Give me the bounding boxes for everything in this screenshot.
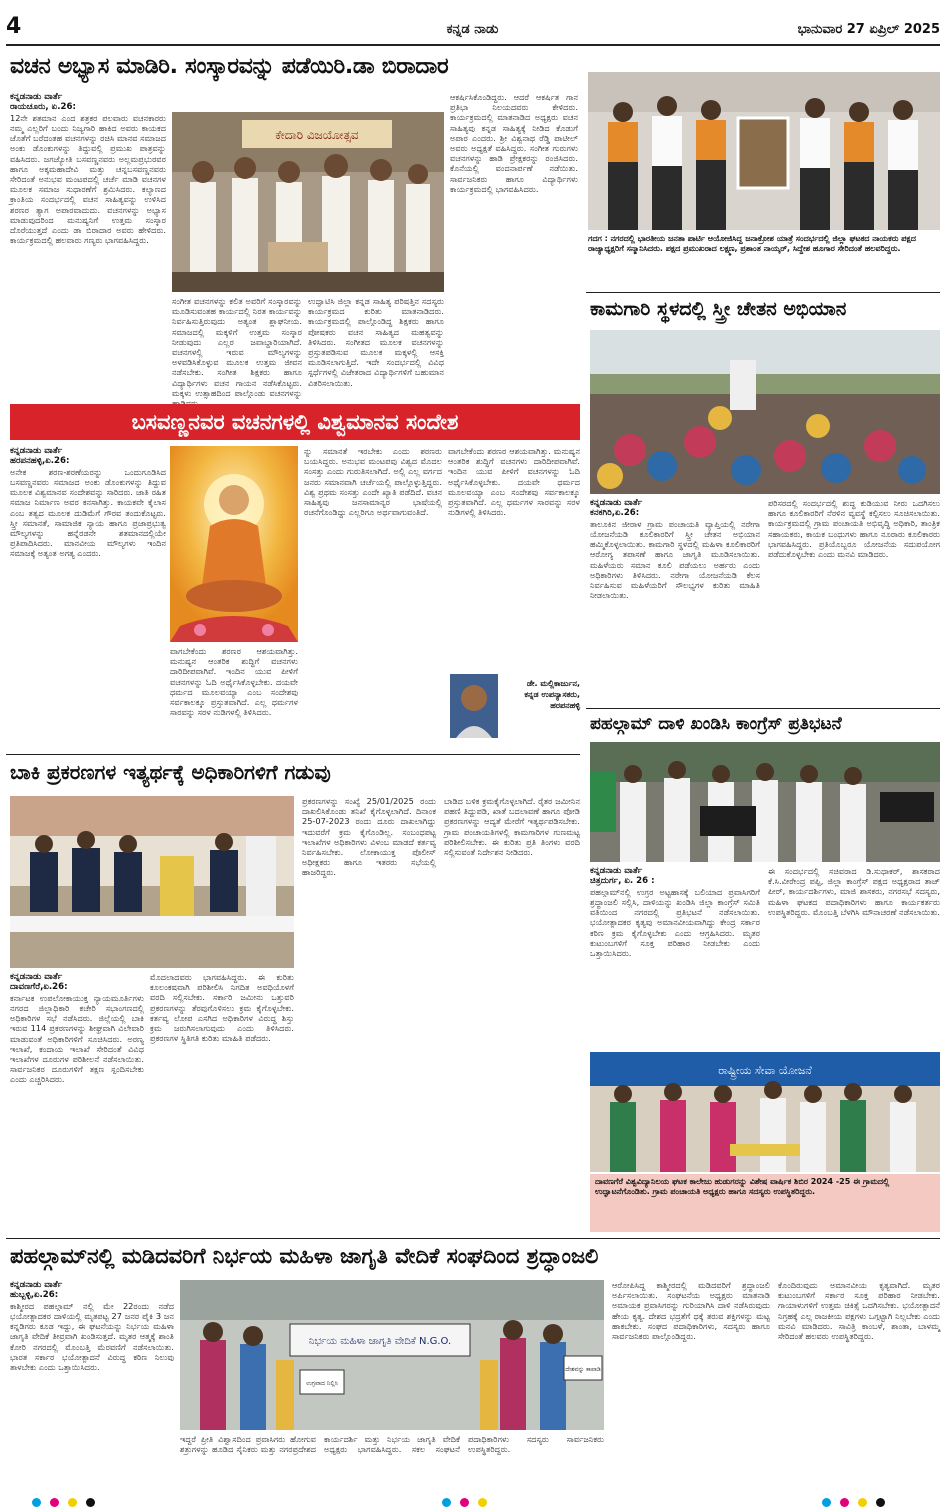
magenta-dot xyxy=(50,1498,59,1507)
article8-photo-image xyxy=(180,1280,604,1430)
article1-col1 xyxy=(10,92,166,397)
article3-rule xyxy=(586,292,940,293)
article5-col1 xyxy=(590,866,760,1046)
article4-byline: ಕನ್ನಡನಾಡು ವಾರ್ತೆ xyxy=(10,446,63,456)
article5-photo-image xyxy=(590,742,940,862)
article8-caption: ಇದ್ದರೆ ಪ್ರೀತಿ ವಿಶ್ವಾಸದಿಂದ ಪ್ರವಾಸಿಗರು ಹೋಗುವ ಶತ್ರುಗಳನ್ನು ಹೂಡಿದ ಸೈನಿಕರು ಮತ್ತು ನಗರಪ್ರದೇಶದ ಕಾರ್ಯದರ್ಶಿ ಮತ್ತು ನಿರ್ಭಯ ಜಾಗೃತಿ ವೇದಿಕೆ ಅಧ್ಯಕ್ಷರು ಭಾಗವಹಿಸಿದ್ದರು. ಸಕಲ ಸಂಘಟನೆ ಪದಾಧಿಕಾರಿಗಳು ಸದಸ್ಯರು ಸಾರ್ವಜನಿಕರು ಉಪಸ್ಥಿತರಿದ್ದರು. xyxy=(180,1434,604,1455)
article6-photo-image xyxy=(590,1052,940,1172)
article4-photo xyxy=(170,446,298,642)
article8-byline: ಕನ್ನಡನಾಡು ವಾರ್ತೆ xyxy=(10,1280,63,1290)
article3-text-2: ಪರಿಸರದಲ್ಲಿ ಸಂದರ್ಭದಲ್ಲಿ ಶುದ್ಧ ಕುಡಿಯುವ ನೀರು ಒದಗಿಸಲು ಹಾಗೂ ಕೂಲಿಕಾರರಿಗೆ ನೆರಳಿನ ವ್ಯವಸ್ಥೆ ಕಲ್ಪಿಸಲು ಸೂಚಿಸಲಾಯಿತು. ಕಾರ್ಯಕ್ರಮದಲ್ಲಿ ಗ್ರಾಮ ಪಂಚಾಯತಿ ಅಭಿವೃದ್ಧಿ ಅಧಿಕಾರಿ, ತಾಂತ್ರಿಕ ಸಹಾಯಕರು, ಕಾಯಕ ಬಂಧುಗಳು ಹಾಗೂ ನೂರಾರು ಕೂಲಿಕಾರರು ಭಾಗವಹಿಸಿದ್ದರು. ಪ್ರತಿಯೊಬ್ಬರೂ ಯೋಜನೆಯ ಸದುಪಯೋಗ ಪಡೆದುಕೊಳ್ಳಬೇಕು ಎಂದು ಮನವಿ ಮಾಡಿದರು. xyxy=(768,498,940,560)
article5-dateline: ಚಿತ್ರದುರ್ಗ, ಏ. 26 : xyxy=(590,876,655,887)
black-dot xyxy=(86,1498,95,1507)
author-portrait xyxy=(450,674,498,738)
article7-photo-image xyxy=(10,796,294,968)
magenta-dot xyxy=(460,1498,469,1507)
article7-col1 xyxy=(10,972,144,1234)
cyan-dot xyxy=(32,1498,41,1507)
yellow-dot xyxy=(478,1498,487,1507)
article5-headline: ಪಹಲ್ಗಾಮ್ ದಾಳಿ ಖಂಡಿಸಿ ಕಾಂಗ್ರೆಸ್ ಪ್ರತಿಭಟನೆ xyxy=(590,714,842,734)
article4-headline: ಬಸವಣ್ಣನವರ ವಚನಗಳಲ್ಲಿ ವಿಶ್ವಮಾನವ ಸಂದೇಶ xyxy=(10,404,580,440)
article7-text-4: ಬಾಡಿದ ಬಳಿಕ ಕ್ರಮಕೈಗೊಳ್ಳಲಾಗಿದೆ. ರೈತರ ಜಮೀನಿನ ಪಹಣಿ ತಿದ್ದುಪಡಿ, ಖಾತೆ ಬದಲಾವಣೆ ಹಾಗೂ ಪೋಡಿ ಪ್ರಕರಣಗಳನ್ನು ಆದ್ಯತೆ ಮೇರೆಗೆ ಇತ್ಯರ್ಥಪಡಿಸಬೇಕು. ಗ್ರಾಮ ಪಂಚಾಯತಿಗಳಲ್ಲಿ ಕಾಮಗಾರಿಗಳ ಗುಣಮಟ್ಟ ಪರಿಶೀಲಿಸಬೇಕು. ಈ ಕುರಿತು ಪ್ರತಿ ತಿಂಗಳು ವರದಿ ಸಲ್ಲಿಸುವಂತೆ ನಿರ್ದೇಶನ ನೀಡಿದರು. xyxy=(444,796,580,858)
article3-photo-image xyxy=(590,330,940,494)
placard1-text: ದೇಶವನ್ನು ಕಾಪಾಡಿ xyxy=(565,1366,601,1373)
cyan-dot xyxy=(822,1498,831,1507)
article2-photo-image xyxy=(588,72,940,230)
article3-photo xyxy=(590,330,940,494)
placard2-text: ಉಗ್ರವಾದ ನಿಲ್ಲಿಸಿ xyxy=(306,1380,338,1387)
article1-photo xyxy=(172,112,444,292)
article8-headline: ಪಹಲ್ಗಾಮ್‌ನಲ್ಲಿ ಮಡಿದವರಿಗೆ ನಿರ್ಭಯ ಮಹಿಳಾ ಜಾಗೃತಿ ವೇದಿಕೆ ಸಂಘದಿಂದ ಶ್ರದ್ಧಾಂಜಲಿ xyxy=(10,1244,599,1268)
article5-photo xyxy=(590,742,940,862)
article7-text-1: ಕರ್ನಾಟಕ ಉಪಲೋಕಾಯುಕ್ತ ನ್ಯಾಯಮೂರ್ತಿಗಳು ನಗರದ ಜಿಲ್ಲಾಧಿಕಾರಿ ಕಚೇರಿ ಸಭಾಂಗಣದಲ್ಲಿ ಅಧಿಕಾರಿಗಳ ಸಭೆ ನಡೆಸಿದರು. ಜಿಲ್ಲೆಯಲ್ಲಿ ಬಾಕಿ ಇರುವ 114 ಪ್ರಕರಣಗಳನ್ನು ಶೀಘ್ರವಾಗಿ ವಿಲೇವಾರಿ ಮಾಡುವಂತೆ ಅಧಿಕಾರಿಗಳಿಗೆ ಸೂಚಿಸಿದರು. ಅರಣ್ಯ ಇಲಾಖೆ, ಕಂದಾಯ ಇಲಾಖೆ ಸೇರಿದಂತೆ ವಿವಿಧ ಇಲಾಖೆಗಳ ದೂರುಗಳ ಪರಿಶೀಲನೆ ನಡೆಸಲಾಯಿತು. ಸಾರ್ವಜನಿಕರ ದೂರುಗಳಿಗೆ ತಕ್ಷಣ ಸ್ಪಂದಿಸಬೇಕು ಎಂದು ಎಚ್ಚರಿಸಿದರು. xyxy=(10,992,144,1085)
article8-text-2: ಆರೋಪಿಸಿದ್ದ ಕಾಶ್ಮೀರದಲ್ಲಿ ಮಡಿದವರಿಗೆ ಶ್ರದ್ಧಾಂಜಲಿ ಅರ್ಪಿಸಲಾಯಿತು. ಸಂಘಟನೆಯ ಅಧ್ಯಕ್ಷರು ಮಾತನಾಡಿ ಅಮಾಯಕ ಪ್ರವಾಸಿಗರನ್ನು ಗುರಿಯಾಗಿಸಿ ದಾಳಿ ನಡೆಸಿರುವುದು ಹೇಯ ಕೃತ್ಯ. ದೇಶದ ಭದ್ರತೆಗೆ ಧಕ್ಕೆ ತರುವ ಶಕ್ತಿಗಳನ್ನು ಮಟ್ಟ ಹಾಕಬೇಕು. ಸಂಘದ ಪದಾಧಿಕಾರಿಗಳು, ಸದಸ್ಯರು ಹಾಗೂ ಸಾರ್ವಜನಿಕರು ಪಾಲ್ಗೊಂಡಿದ್ದರು. xyxy=(612,1280,770,1342)
article7-text-3: ಪ್ರಕರಣಗಳನ್ನು ಸಂಖ್ಯೆ 25/01/2025 ರಂದು ದಾಖಲಿಸಿಕೊಂಡು ತನಿಖೆ ಕೈಗೊಳ್ಳಲಾಗಿದೆ. ದಿನಾಂಕ 25-07-2023 ರಂದು ದೂರು ದಾಖಲಾಗಿದ್ದು ಇದುವರೆಗೆ ಕ್ರಮ ಕೈಗೊಂಡಿಲ್ಲ. ಸಂಬಂಧಪಟ್ಟ ಇಲಾಖೆಗಳ ಅಧಿಕಾರಿಗಳು ವಿಳಂಬ ಮಾಡದೆ ಕರ್ತವ್ಯ ನಿರ್ವಹಿಸಬೇಕು. ಲೋಕಾಯುಕ್ತ ಪೊಲೀಸ್ ಅಧೀಕ್ಷಕರು ಹಾಗೂ ಇತರರು ಸಭೆಯಲ್ಲಿ ಹಾಜರಿದ್ದರು. xyxy=(302,796,436,878)
article4-dateline: ಹರಪನಹಳ್ಳಿ,ಏ.26: xyxy=(10,456,70,467)
article3-dateline: ಕನಕಗಿರಿ,ಏ.26: xyxy=(590,508,640,519)
author-credit xyxy=(502,678,580,711)
cyan-dot xyxy=(442,1498,451,1507)
article8-rule xyxy=(6,1238,940,1239)
article5-byline: ಕನ್ನಡನಾಡು ವಾರ್ತೆ xyxy=(590,866,643,876)
article2-caption: ಗದಗ : ನಗರದಲ್ಲಿ ಭಾರತೀಯ ಜನತಾ ಪಾರ್ಟಿ ಆಯೋಜಿಸಿದ್ದ ಜನಾಕ್ರೋಶ ಯಾತ್ರೆ ಸಂದರ್ಭದಲ್ಲಿ ಜಿಲ್ಲಾ ಘಟಕದ ನಾಯಕರು ಪಕ್ಷದ ರಾಜ್ಯಾಧ್ಯಕ್ಷರಿಗೆ ಸನ್ಮಾನಿಸಿದರು. ಪಕ್ಷದ ಪ್ರಮುಖರಾದ ಲಕ್ಷ್ಮಣ, ಪ್ರಶಾಂತ ನಾಯ್ಕರ್, ಸಿದ್ದೇಶ ಹೂಗಾರ ಸೇರಿದಂತೆ ಹಲವರಿದ್ದರು. xyxy=(588,234,916,253)
article6-caption: ದಾವಣಗೆರೆ ವಿಶ್ವವಿದ್ಯಾನಿಲಯ ಘಟಕ ಕಾಲೇಜು ಹುಡುಗರನ್ನು ವಿಶೇಷ ವಾರ್ಷಿಕ ಶಿಬಿರ 2024 -25 ಈ ಗ್ರಾಮದಲ್ಲಿ ಉದ್ಘಾಟನೆಗೊಂಡಿತು. ಗ್ರಾಮ ಪಂಚಾಯತಿ ಅಧ್ಯಕ್ಷರು ಹಾಗೂ ಸದಸ್ಯರು ಉಪಸ್ಥಿತರಿದ್ದರು. xyxy=(590,1174,940,1232)
article3-col1 xyxy=(590,498,760,693)
article1-text-3: ಉದ್ಘಾಟಿಸಿ ಜಿಲ್ಲಾ ಕನ್ನಡ ಸಾಹಿತ್ಯ ಪರಿಷತ್ತಿನ ಸದಸ್ಯರು ಕಾರ್ಯಕ್ರಮದ ಕುರಿತು ಮಾತನಾಡಿದರು. ಕಾರ್ಯಕ್ರಮದಲ್ಲಿ ಪಾಲ್ಗೊಂಡಿದ್ದ ಶಿಕ್ಷಕರು ಹಾಗೂ ಪೋಷಕರು ವಚನ ಸಾಹಿತ್ಯದ ಮಹತ್ವವನ್ನು ತಿಳಿಸಿದರು. ಸಂಗೀತದ ಮೂಲಕ ವಚನಗಳನ್ನು ಪ್ರಸ್ತುತಪಡಿಸುವ ಮೂಲಕ ಮಕ್ಕಳಲ್ಲಿ ಆಸಕ್ತಿ ಮೂಡಿಸಲಾಗುತ್ತಿದೆ. ಇದೇ ಸಂದರ್ಭದಲ್ಲಿ ವಿವಿಧ ಸ್ಪರ್ಧೆಗಳಲ್ಲಿ ವಿಜೇತರಾದ ವಿದ್ಯಾರ್ಥಿಗಳಿಗೆ ಬಹುಮಾನ ವಿತರಿಸಲಾಯಿತು. xyxy=(308,296,444,388)
registration-marks-right xyxy=(820,1492,940,1504)
article4-text-1: ಅನೇಕ ಶರಣ-ಶರಣೆಯರನ್ನು ಒಂದುಗೂಡಿಸಿದ ಬಸವಣ್ಣನವರು ಸಮಾಜದ ಅಂಕು ಡೊಂಕುಗಳನ್ನು ತಿದ್ದುವ ಮೂಲಕ ವಿಶ್ವಮಾನವ ಸಂದೇಶವನ್ನು ಸಾರಿದರು. ಜಾತಿ ರಹಿತ ಸಮಾಜ ನಿರ್ಮಾಣ ಅವರ ಕನಸಾಗಿತ್ತು. ಕಾಯಕವೇ ಕೈಲಾಸ ಎಂಬ ತತ್ವದ ಮೂಲಕ ದುಡಿಮೆಗೆ ಗೌರವ ತಂದುಕೊಟ್ಟರು. ಸ್ತ್ರೀ ಸಮಾನತೆ, ಸಾಮಾಜಿಕ ನ್ಯಾಯ ಹಾಗೂ ಪ್ರಜಾಪ್ರಭುತ್ವ ಮೌಲ್ಯಗಳನ್ನು ಹನ್ನೆರಡನೇ ಶತಮಾನದಲ್ಲಿಯೇ ಪ್ರತಿಪಾದಿಸಿದರು. ಮಾನವೀಯ ಮೌಲ್ಯಗಳು ಇಂದಿನ ಸಮಾಜಕ್ಕೆ ಅತ್ಯಂತ ಅಗತ್ಯ ಎಂದರು. xyxy=(10,466,166,559)
article1-byline: ಕನ್ನಡನಾಡು ವಾರ್ತೆ xyxy=(10,92,63,102)
author-photo xyxy=(450,674,498,738)
yellow-dot xyxy=(858,1498,867,1507)
article7-dateline: ದಾವಣಗೆರೆ,ಏ.26: xyxy=(10,982,68,993)
article3-text-1: ತಾಲೂಕಿನ ಜೀರಾಳ ಗ್ರಾಮ ಪಂಚಾಯತಿ ವ್ಯಾಪ್ತಿಯಲ್ಲಿ ನರೇಗಾ ಯೋಜನೆಯಡಿ ಕೂಲಿಕಾರರಿಗೆ ಸ್ತ್ರೀ ಚೇತನ ಅಭಿಯಾನ ಹಮ್ಮಿಕೊಳ್ಳಲಾಯಿತು. ಕಾಮಗಾರಿ ಸ್ಥಳದಲ್ಲಿ ಮಹಿಳಾ ಕೂಲಿಕಾರರಿಗೆ ಆರೋಗ್ಯ ತಪಾಸಣೆ ಹಾಗೂ ಜಾಗೃತಿ ಮೂಡಿಸಲಾಯಿತು. ಮಹಿಳೆಯರು ಸಮಾನ ಕೂಲಿ ಪಡೆಯಲು ಅರ್ಹರು ಎಂದು ಅಧಿಕಾರಿಗಳು ತಿಳಿಸಿದರು. ನರೇಗಾ ಯೋಜನೆಯಡಿ ಕೆಲಸ ನಿರ್ವಹಿಸುವ ಮಹಿಳೆಯರಿಗೆ ಸೌಲಭ್ಯಗಳ ಕುರಿತು ಮಾಹಿತಿ ನೀಡಲಾಯಿತು. xyxy=(590,518,760,601)
article3-headline: ಕಾಮಗಾರಿ ಸ್ಥಳದಲ್ಲಿ ಸ್ತ್ರೀ ಚೇತನ ಅಭಿಯಾನ xyxy=(590,298,847,320)
article1-dateline: ರಾಯಚೂರು, ಏ.26: xyxy=(10,102,76,113)
author-role: ಕನ್ನಡ ಉಪನ್ಯಾಸಕರು, xyxy=(524,690,580,699)
registration-marks-center xyxy=(440,1492,500,1504)
page-number: 4 xyxy=(6,14,22,39)
article4-text-3: ವಾಗಬೇಕೆಂದು ಶರಣರ ಆಶಯವಾಗಿತ್ತು. ಮನುಷ್ಯನ ಆಂತರಿಕ ಶುದ್ಧಿಗೆ ವಚನಗಳು ದಾರಿದೀಪವಾಗಿವೆ. ಇಂದಿನ ಯುವ ಪೀಳಿಗೆ ವಚನಗಳನ್ನು ಓದಿ ಅರ್ಥೈಸಿಕೊಳ್ಳಬೇಕು. ದಯವೇ ಧರ್ಮದ ಮೂಲವಯ್ಯಾ ಎಂಬ ಸಂದೇಶವು ಸರ್ವಕಾಲಕ್ಕೂ ಪ್ರಸ್ತುತವಾಗಿದೆ. ಎಲ್ಲ ಧರ್ಮಗಳ ಸಾರವನ್ನು ಸರಳ ನುಡಿಗಳಲ್ಲಿ ತಿಳಿಸಿದರು. xyxy=(448,446,580,518)
article7-rule xyxy=(6,754,580,755)
article1-headline: ವಚನ ಅಭ್ಯಾಸ ಮಾಡಿರಿ. ಸಂಸ್ಕಾರವನ್ನು ಪಡೆಯಿರಿ.ಡಾ ಬಿರಾದಾರ xyxy=(10,54,449,79)
article1-text-2: ಸಂಗೀತ ವಚನಗಳನ್ನು ಕಲಿತ ಅವರಿಗೆ ಸಂಸ್ಕಾರವನ್ನು ಮೂಡಿಸುವಂತಹ ಕಾರ್ಯದಲ್ಲಿ ನಿರತ ಕಾರ್ಯವನ್ನು ನಿರ್ವಹಿಸುತ್ತಿರುವುದು ಅತ್ಯಂತ ಶ್ಲಾಘನೀಯ. ಸಮಾಜದಲ್ಲಿ ಮಕ್ಕಳಿಗೆ ಉತ್ತಮ ಸಂಸ್ಕಾರ ನೀಡುವುದು ಎಲ್ಲರ ಜವಾಬ್ದಾರಿಯಾಗಿದೆ. ವಚನಗಳಲ್ಲಿ ಇರುವ ಮೌಲ್ಯಗಳನ್ನು ಅಳವಡಿಸಿಕೊಳ್ಳುವ ಮೂಲಕ ಉತ್ತಮ ಜೀವನ ನಡೆಸಬೇಕು. ಸಂಗೀತ ಶಿಕ್ಷಕರು ಹಾಗೂ ವಿದ್ಯಾರ್ಥಿಗಳು ವಚನ ಗಾಯನ ನಡೆಸಿಕೊಟ್ಟರು. ಮಕ್ಕಳು ಉತ್ಸಾಹದಿಂದ ಪಾಲ್ಗೊಂಡು ವಚನಗಳನ್ನು xyxy=(172,296,302,398)
basavanna-image xyxy=(170,446,298,642)
article8-col1 xyxy=(10,1280,174,1486)
masthead: ಕನ್ನಡ ನಾಡು xyxy=(446,22,499,37)
issue-date: ಭಾನುವಾರ 27 ಏಪ್ರಿಲ್ 2025 xyxy=(797,22,940,37)
article8-text-3: ಕೊಂದಿರುವುದು ಅಮಾನವೀಯ ಕೃತ್ಯವಾಗಿದೆ. ಮೃತರ ಕುಟುಂಬಗಳಿಗೆ ಸರ್ಕಾರ ಸೂಕ್ತ ಪರಿಹಾರ ನೀಡಬೇಕು. ಗಾಯಾಳುಗಳಿಗೆ ಉತ್ತಮ ಚಿಕಿತ್ಸೆ ಒದಗಿಸಬೇಕು. ಭಯೋತ್ಪಾದನೆ ನಿಗ್ರಹಕ್ಕೆ ಎಲ್ಲ ರಾಜಕೀಯ ಪಕ್ಷಗಳು ಒಗ್ಗಟ್ಟಾಗಿ ನಿಲ್ಲಬೇಕು ಎಂದು ಮನವಿ ಮಾಡಿದರು. ಸಾವಿತ್ರಿ ಕಾಂಬಳೆ, ಶಾಂತಾ, ಬಾಳಮ್ಮ ಸೇರಿದಂತೆ ಹಲವರು ಉಪಸ್ಥಿತರಿದ್ದರು. xyxy=(778,1280,940,1342)
photo-banner-text: ಕೇದಾರಿ ವಿಜಯೋತ್ಸವ xyxy=(275,128,359,142)
registration-marks-left xyxy=(30,1492,150,1504)
article8-text-1: ಕಾಶ್ಮೀರದ ಪಹಲ್ಗಾಮ್ ನಲ್ಲಿ ಮೇ 22ರಂದು ನಡೆದ ಭಯೋತ್ಪಾದಕರ ದಾಳಿಯಲ್ಲಿ ಮೃತಪಟ್ಟ 27 ಜನರ ಪೈಕಿ 3 ಜನ ಕನ್ನಡಿಗರು ಕೂಡ ಇದ್ದು, ಈ ಘಟನೆಯನ್ನು ನಿರ್ಭಯ ಮಹಿಳಾ ಜಾಗೃತಿ ವೇದಿಕೆ ತೀವ್ರವಾಗಿ ಖಂಡಿಸುತ್ತದೆ. ಮೃತರ ಆತ್ಮಕ್ಕೆ ಶಾಂತಿ ಕೋರಿ ನಗರದಲ್ಲಿ ಮೊಂಬತ್ತಿ ಮೆರವಣಿಗೆ ನಡೆಸಲಾಯಿತು. ಭಾರತ ಸರ್ಕಾರ ಭಯೋತ್ಪಾದನೆ ವಿರುದ್ಧ ಕಠಿಣ ನಿಲುವು ತಾಳಬೇಕು ಎಂದು ಒತ್ತಾಯಿಸಿದರು. xyxy=(10,1300,174,1373)
article1-text-4: ಆಕರ್ಷಿಸಿಕೊಂಡಿದ್ದರು. ಆದರೆ ಆಕರ್ಷಿತ ಗಾನ ಪ್ರತಿಭಾ ನಿಲಯದವರು ಕೇಳಿದರು. ಕಾರ್ಯಕ್ರಮದಲ್ಲಿ ಮಾತನಾಡಿದ ಅಧ್ಯಕ್ಷರು ವಚನ ಸಾಹಿತ್ಯವು ಕನ್ನಡ ಸಾಹಿತ್ಯಕ್ಕೆ ನೀಡಿದ ಕೊಡುಗೆ ಅಪಾರ ಎಂದರು. ಶ್ರೀ ವಿಶ್ವನಾಥ ರೆಡ್ಡಿ ಪಾಟೀಲ್ ಅವರು ಅಧ್ಯಕ್ಷತೆ ವಹಿಸಿದ್ದರು. ಸಂಗೀತ ಗುರುಗಳು ವಚನಗಳನ್ನು ಹಾಡಿ ಪ್ರೇಕ್ಷಕರನ್ನು ರಂಜಿಸಿದರು. ಕೊನೆಯಲ್ಲಿ ವಂದನಾರ್ಪಣೆ ನಡೆಯಿತು. ಸಾರ್ವಜನಿಕರು ಹಾಗೂ ವಿದ್ಯಾರ್ಥಿಗಳು ಕಾರ್ಯಕ್ರಮದಲ್ಲಿ ಭಾಗವಹಿಸಿದರು. xyxy=(450,92,578,194)
article1-photo-image xyxy=(172,112,444,292)
article4-text-1b: ವಾಗಬೇಕೆಂದು ಶರಣರ ಆಶಯವಾಗಿತ್ತು. ಮನುಷ್ಯನ ಆಂತರಿಕ ಶುದ್ಧಿಗೆ ವಚನಗಳು ದಾರಿದೀಪವಾಗಿವೆ. ಇಂದಿನ ಯುವ ಪೀಳಿಗೆ ವಚನಗಳನ್ನು ಓದಿ ಅರ್ಥೈಸಿಕೊಳ್ಳಬೇಕು. ದಯವೇ ಧರ್ಮದ ಮೂಲವಯ್ಯಾ ಎಂಬ ಸಂದೇಶವು ಸರ್ವಕಾಲಕ್ಕೂ ಪ್ರಸ್ತುತವಾಗಿದೆ. ಎಲ್ಲ ಧರ್ಮಗಳ ಸಾರವನ್ನು ಸರಳ ನುಡಿಗಳಲ್ಲಿ ತಿಳಿಸಿದರು. xyxy=(170,646,298,718)
article6-photo xyxy=(590,1052,940,1172)
ngo-banner-text: ನಿರ್ಭಯ ಮಹಿಳಾ ಜಾಗೃತಿ ವೇದಿಕೆ N.G.O. xyxy=(308,1336,452,1347)
article4-col1 xyxy=(10,446,166,750)
article1-text-1: 12ನೇ ಶತಮಾನ ಎಂದ ಶತ್ರಕರ ಪಲವಾರು ವಚನಕಾರರು ನಮ್ಮ ಎಲ್ಲರಿಗೆ ಬಂದು ನಿಜ್ಯಗಾರಿ ಹಾಕಿದ ಅವರು ಕಾಯಕದ ಜೊತೆಗೆ ಬರೆದಂತಹ ವಚನಗಳನ್ನು ರಚಿಸಿ ಮಾನವ ಸಮಾಜದ ಅಂಕು ಡೊಂಕುಗಳನ್ನು ತಿದ್ದುವಲ್ಲಿ ಪ್ರಮುಖ ಪಾತ್ರವನ್ನು ವಹಿಸಿದರು. ಜಗಜ್ಯೋತಿ ಬಸವಣ್ಣನವರು ಅಲ್ಲಮಪ್ರಭುರವರ ಹಾಗೂ ಅಕ್ಕಮಹಾದೇವಿ ಮತ್ತು ಚನ್ನಬಸವಣ್ಣನವರು ಸೇರಿದಂತೆ ಅನುಭವ ಮಂಟಪದಲ್ಲಿ ಚರ್ಚೆ ಮಾಡಿ ವಚನಗಳ ಮೂಲಕ ಸಮಾಜ ಸುಧಾರಣೆಗೆ ಶ್ರಮಿಸಿದರು. ಕಲ್ಯಾಣದ ಕ್ರಾಂತಿಯ ಸಂದರ್ಭದಲ್ಲಿ ವಚನ ಸಾಹಿತ್ಯವನ್ನು ಉಳಿಸಿದ ಶರಣರ ತ್ಯಾಗ ಅಪಾರವಾದುದು. ವಚನಗಳನ್ನು ಅಭ್ಯಾಸ ಮಾಡುವುದರಿಂದ ಮನುಷ್ಯನಿಗೆ ಉತ್ತಮ ಸಂಸ್ಕಾರ ದೊರೆಯುತ್ತದೆ ಎಂದು ಡಾ ಬಿರಾದಾರ ಅವರು ಹೇಳಿದರು. ಕಾರ್ಯಕ್ರಮದಲ್ಲಿ ಹಲವಾರು ಗಣ್ಯರು ಭಾಗವಹಿಸಿದ್ದರು. xyxy=(10,112,166,246)
article7-byline: ಕನ್ನಡನಾಡು ವಾರ್ತೆ xyxy=(10,972,63,982)
yellow-dot xyxy=(68,1498,77,1507)
article5-text-1: ಪಹಲ್ಗಾಮ್‌ನಲ್ಲಿ ಉಗ್ರರ ಅಟ್ಟಹಾಸಕ್ಕೆ ಬಲಿಯಾದ ಪ್ರವಾಸಿಗರಿಗೆ ಶ್ರದ್ಧಾಂಜಲಿ ಸಲ್ಲಿಸಿ, ದಾಳಿಯನ್ನು ಖಂಡಿಸಿ ಜಿಲ್ಲಾ ಕಾಂಗ್ರೆಸ್ ಸಮಿತಿ ವತಿಯಿಂದ ನಗರದಲ್ಲಿ ಪ್ರತಿಭಟನೆ ನಡೆಸಲಾಯಿತು. ಭಯೋತ್ಪಾದಕರ ಕೃತ್ಯವು ಅಮಾನವೀಯವಾಗಿದ್ದು ಕೇಂದ್ರ ಸರ್ಕಾರ ಕಠಿಣ ಕ್ರಮ ಕೈಗೊಳ್ಳಬೇಕು ಎಂದು ಆಗ್ರಹಿಸಿದರು. ಮೃತರ ಕುಟುಂಬಗಳಿಗೆ ಸೂಕ್ತ ಪರಿಹಾರ ನೀಡಬೇಕು ಎಂದು ಒತ್ತಾಯಿಸಿದರು. xyxy=(590,886,760,959)
article7-text-2: ಮೊದಲಾದವರು ಭಾಗವಹಿಸಿದ್ದರು. ಈ ಕುರಿತು ಕೂಲಂಕಷವಾಗಿ ಪರಿಶೀಲಿಸಿ ನಿಗದಿತ ಅವಧಿಯೊಳಗೆ ವರದಿ ಸಲ್ಲಿಸಬೇಕು. ಸರ್ಕಾರಿ ಜಮೀನು ಒತ್ತುವರಿ ಪ್ರಕರಣಗಳನ್ನು ತೆರವುಗೊಳಿಸಲು ಕ್ರಮ ಕೈಗೊಳ್ಳಬೇಕು. ಕರ್ತವ್ಯ ಲೋಪ ಎಸಗಿದ ಅಧಿಕಾರಿಗಳ ವಿರುದ್ಧ ಶಿಸ್ತು ಕ್ರಮ ಜರುಗಿಸಲಾಗುವುದು ಎಂದು ತಿಳಿಸಿದರು. ಪ್ರಕರಣಗಳ ಸ್ಥಿತಿಗತಿ ಕುರಿತು ಮಾಹಿತಿ ಪಡೆದರು. xyxy=(150,972,294,1044)
author-name: ಡೇ. ಮಲ್ಲಿಕಾರ್ಜುನ, xyxy=(526,679,580,688)
article2-photo xyxy=(588,72,940,230)
article4-text-2: ನ್ನು ಸಮಾನತೆ ಇರಬೇಕು ಎಂದು ಶರಣರು ಬಯಸಿದ್ದರು. ಅನುಭವ ಮಂಟಪವು ವಿಶ್ವದ ಮೊದಲ ಸಂಸತ್ತು ಎಂದು ಗುರುತಿಸಲಾಗಿದೆ. ಅಲ್ಲಿ ಎಲ್ಲ ವರ್ಗದ ಜನರು ಸಮಾನವಾಗಿ ಚರ್ಚೆಯಲ್ಲಿ ಪಾಲ್ಗೊಳ್ಳುತ್ತಿದ್ದರು. ವಿಶ್ವ ಪ್ರಥಮ ಸಂಸತ್ತು ಎಂದೇ ಖ್ಯಾತಿ ಪಡೆದಿದೆ. ವಚನ ಸಾಹಿತ್ಯವು ಜನಸಾಮಾನ್ಯರ ಭಾಷೆಯಲ್ಲಿ ರಚನೆಗೊಂಡಿದ್ದು ಎಲ್ಲರಿಗೂ ಅರ್ಥವಾಗುವಂತಿದೆ. xyxy=(304,446,442,518)
black-dot xyxy=(876,1498,885,1507)
article5-text-2: ಈ ಸಂದರ್ಭದಲ್ಲಿ ಸಚಿವರಾದ ಡಿ.ಸುಧಾಕರ್, ಶಾಸಕರಾದ ಕೆ.ಸಿ.ವೀರೇಂದ್ರ ಪಪ್ಪಿ, ಜಿಲ್ಲಾ ಕಾಂಗ್ರೆಸ್ ಪಕ್ಷದ ಅಧ್ಯಕ್ಷರಾದ ತಾಜ್ ಪೀರ್, ಕಾರ್ಯದರ್ಶಿಗಳು, ಮಾಜಿ ಶಾಸಕರು, ನಗರಸಭೆ ಸದಸ್ಯರು, ಮಹಿಳಾ ಘಟಕದ ಪದಾಧಿಕಾರಿಗಳು ಹಾಗೂ ಕಾರ್ಯಕರ್ತರು ಉಪಸ್ಥಿತರಿದ್ದರು. ಮೊಂಬತ್ತಿ ಬೆಳಗಿಸಿ ಮೌನಾಚರಣೆ ನಡೆಸಲಾಯಿತು. xyxy=(768,866,940,917)
article7-headline: ಬಾಕಿ ಪ್ರಕರಣಗಳ ಇತ್ಯರ್ಥಕ್ಕೆ ಅಧಿಕಾರಿಗಳಿಗೆ ಗಡುವು xyxy=(10,760,331,784)
magenta-dot xyxy=(840,1498,849,1507)
author-place: ಹರಪನಹಳ್ಳಿ xyxy=(550,701,580,710)
nss-banner-text: ರಾಷ್ಟ್ರೀಯ ಸೇವಾ ಯೋಜನೆ xyxy=(718,1064,812,1077)
article8-photo xyxy=(180,1280,604,1430)
header-rule xyxy=(6,44,940,46)
article3-byline: ಕನ್ನಡನಾಡು ವಾರ್ತೆ xyxy=(590,498,643,508)
article7-photo xyxy=(10,796,294,968)
article8-dateline: ಹುಬ್ಬಳ್ಳಿ,ಏ.26: xyxy=(10,1290,59,1301)
article5-rule xyxy=(586,708,940,709)
